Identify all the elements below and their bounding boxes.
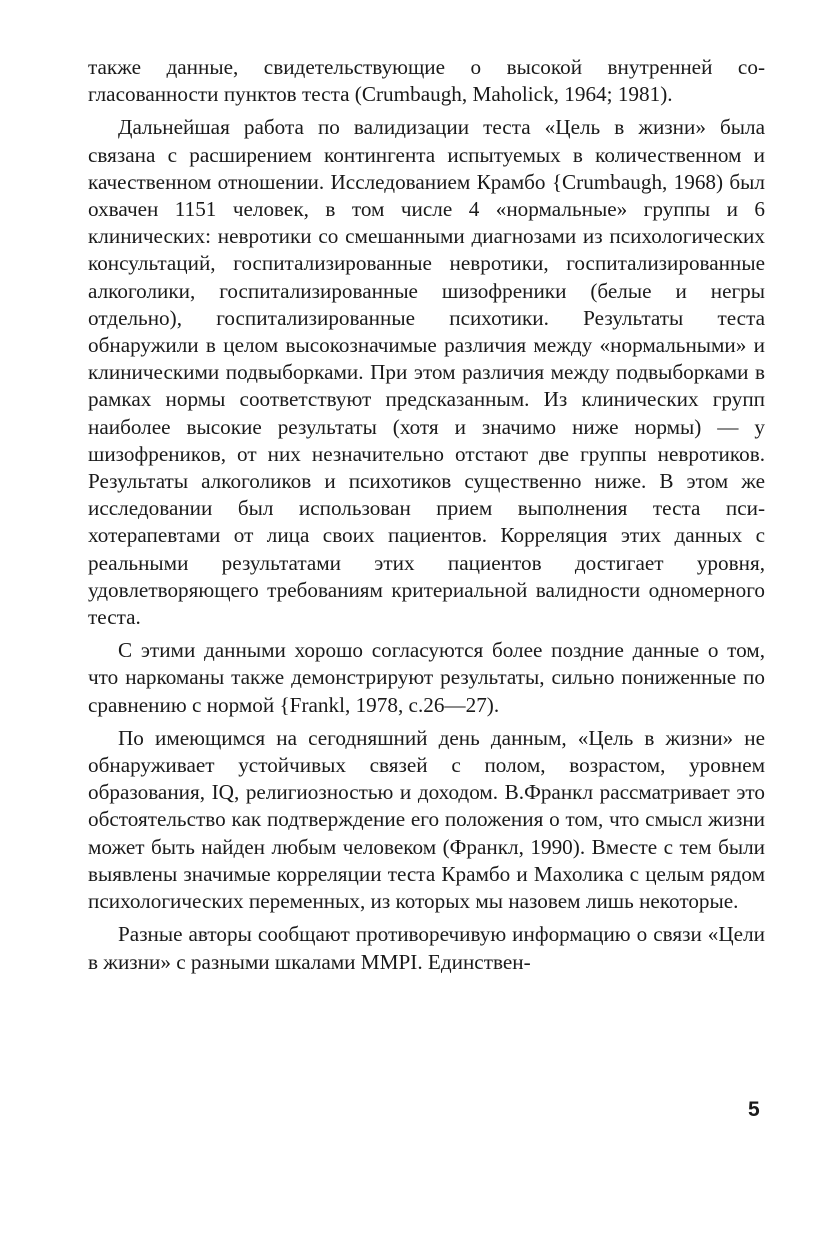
paragraph-drug-addicts: С этими данными хорошо согласуются более поздние данные о том, что наркоманы также демонстрируют результаты, сильно пониженные по сравнению с нормой {Frankl, 1978, с.26—27). (88, 638, 765, 717)
paragraph-mmpi: Разные авторы сообщают противоречивую информацию о связи «Цели в жизни» с разными шкалами MMPI. Единствен- (88, 922, 765, 974)
paragraph-correlations: По имеющимся на сегодняшний день данным, «Цель в жизни» не обнаруживает устойчивых связей с полом, возрастом, уровнем образования, IQ, религиозностью и доходом. В.Франкл рассматривает это обстоятельство как подтверждение его положения о том, что смысл жизни может быть найден любым человеком (Франкл, 1990). Вместе с тем были выявлены значимые корреляции теста Крамбо и Махолика с целым рядом психологических переменных, из которых мы назовем лишь некоторые. (88, 725, 765, 914)
paragraph-continuation: также данные, свидетельствующие о высокой внутренней согласованности пунктов теста (Crumbaugh, Maholick, 1964; 1981). (88, 55, 765, 107)
page-number: 5 (748, 1098, 760, 1121)
paragraph-validation-study: Дальнейшая работа по валидизации теста «Цель в жизни» была связана с расширением контингента испытуемых в количественном и качественном отношении. Исследованием Крамбо {Crumbaugh, 1968) был охвачен 1151 человек, в том числе 4 «нормальные» группы и 6 клинических: невротики со смешанными диагнозами из психологических консультаций, госпитализированные невротики, госпитализированные алкоголики, госпитализированные шизофреники (белые и негры отдельно), госпитализированные психотики. Результаты теста обнаружили в целом высокозначимые различия между «нормальными» и клиническими подвыборками. При этом различия между подвыборками в рамках нормы соответствуют предсказанным. Из клинических групп наиболее высокие результаты (хотя и значимо ниже нормы) — у шизофреников, от них незначительно отстают две группы невротиков. Результаты алкоголиков и психотиков существенно ниже. В этом же исследовании был использован прием выполнения теста психотерапевтами от лица своих пациентов. Корреляция этих данных с реальными результатами этих пациентов достигает уровня, удовлетворяющего требованиям критериальной валидности одномерного теста. (88, 115, 765, 630)
body-text (88, 54, 765, 982)
